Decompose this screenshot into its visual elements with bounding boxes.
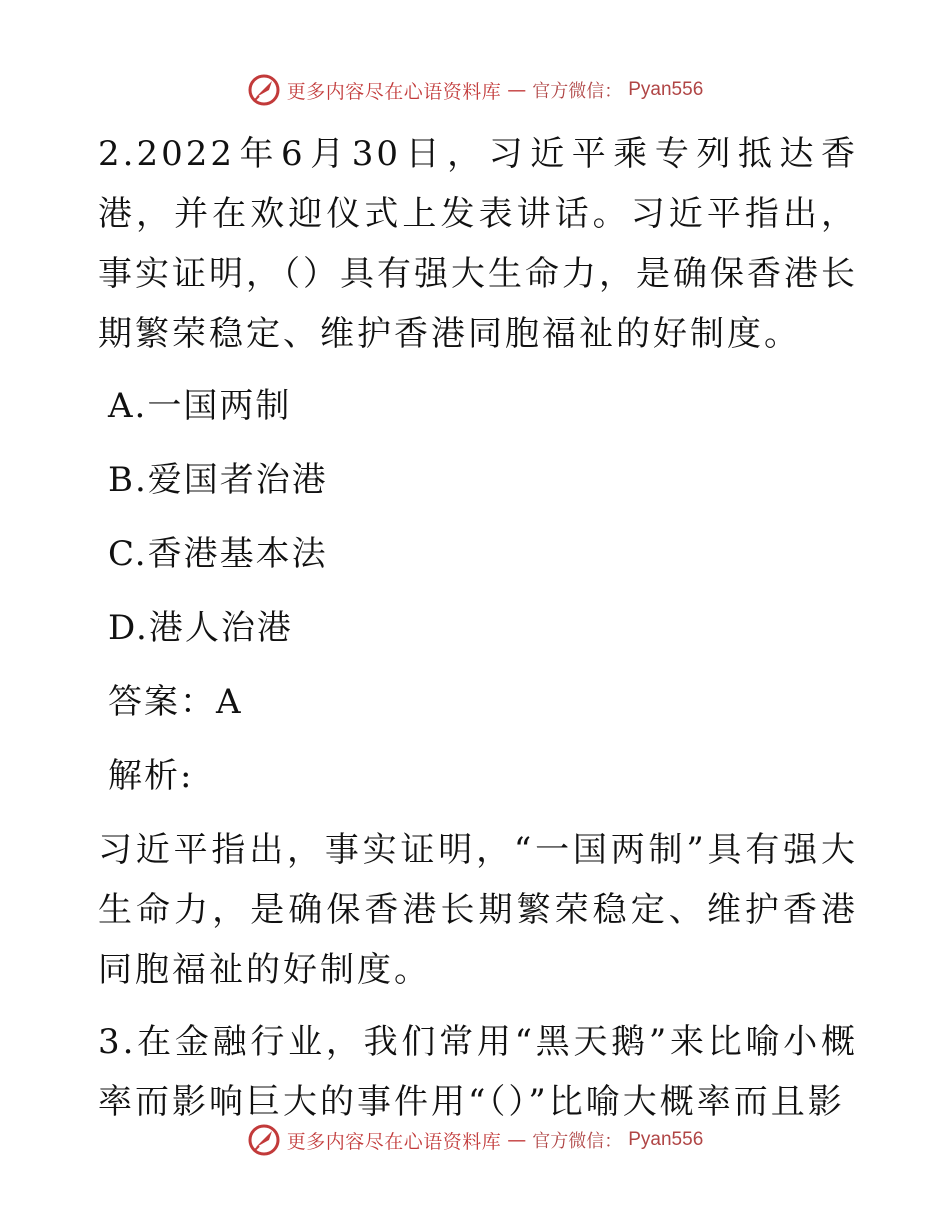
watermark-account: Pyan556	[628, 79, 704, 100]
header-watermark	[0, 72, 950, 108]
analysis-title: 解析:	[108, 756, 194, 796]
quill-logo-icon	[247, 73, 281, 107]
watermark-account: Pyan556	[628, 1129, 704, 1150]
watermark-label: 官方微信：	[532, 81, 623, 102]
watermark-dash: —	[507, 79, 527, 101]
option-c: C.香港基本法	[108, 534, 328, 574]
answer: 答案：A	[108, 682, 243, 722]
watermark-dash: —	[507, 1129, 527, 1151]
footer-watermark	[0, 1122, 950, 1158]
option-b: B.爱国者治港	[108, 460, 328, 500]
question-3-stem: 3.在金融行业，我们常用“黑天鹅”来比喻小概率而影响巨大的事件用“（）”比喻大概率而且影	[98, 1022, 858, 1122]
analysis-text: 习近平指出，事实证明，“一国两制”具有强大生命力，是确保香港长期繁荣稳定、维护香港同胞福祉的好制度。	[98, 830, 858, 990]
watermark-label: 官方微信：	[532, 1131, 623, 1152]
quill-logo-icon	[247, 1123, 281, 1157]
option-d: D.港人治港	[108, 608, 293, 648]
option-a: A.一国两制	[108, 386, 292, 426]
question-2-stem: 2.2022年6月30日，习近平乘专列抵达香港，并在欢迎仪式上发表讲话。习近平指出，事实证明，（）具有强大生命力，是确保香港长期繁荣稳定、维护香港同胞福祉的好制度。	[98, 134, 858, 354]
watermark-text: 更多内容尽在心语资料库	[286, 80, 502, 103]
watermark-text: 更多内容尽在心语资料库	[286, 1130, 502, 1153]
document-body	[98, 124, 858, 1132]
